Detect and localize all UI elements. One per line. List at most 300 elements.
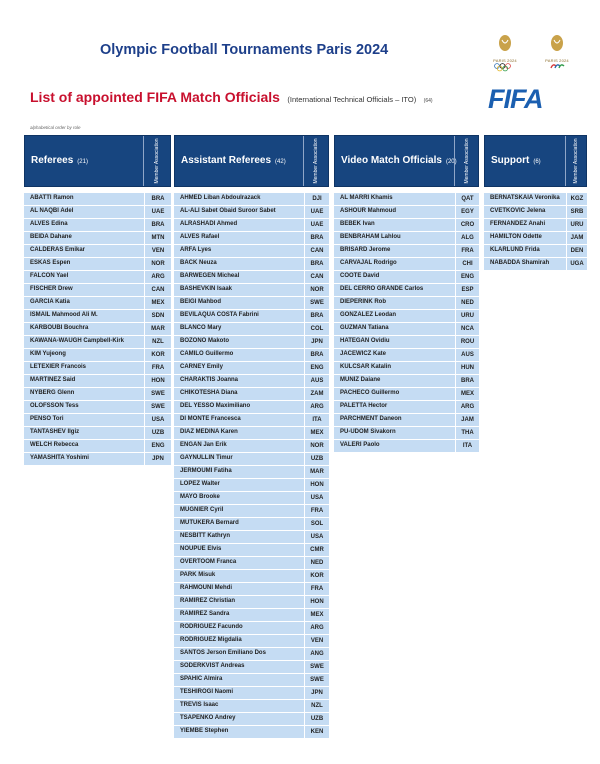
member-association-code: EGY bbox=[455, 206, 479, 218]
member-association-code: ROU bbox=[455, 336, 479, 348]
official-row bbox=[24, 245, 171, 258]
official-row bbox=[174, 401, 329, 414]
member-association-code: BRA bbox=[144, 193, 171, 205]
official-row bbox=[24, 193, 171, 206]
column-video-match-officials bbox=[334, 135, 479, 453]
official-name: ESKAS Espen bbox=[30, 260, 71, 266]
official-row bbox=[24, 440, 171, 453]
rows-video-match-officials bbox=[334, 193, 479, 453]
official-name: LETEXIER Francois bbox=[30, 364, 87, 370]
column-title: Assistant Referees bbox=[181, 155, 272, 166]
official-row bbox=[24, 349, 171, 362]
official-row bbox=[174, 596, 329, 609]
column-header-support bbox=[484, 135, 587, 187]
official-row bbox=[174, 375, 329, 388]
assoc-header: Member Association bbox=[463, 138, 470, 184]
member-association-code: MEX bbox=[144, 297, 171, 309]
member-association-code: HON bbox=[304, 596, 329, 608]
official-row bbox=[174, 700, 329, 713]
official-row bbox=[174, 466, 329, 479]
member-association-code: UGA bbox=[566, 258, 587, 270]
member-association-code: NOR bbox=[304, 284, 329, 296]
order-note: alphabetical order by role bbox=[30, 125, 81, 130]
member-association-code: USA bbox=[304, 531, 329, 543]
official-name: PACHECO Guillermo bbox=[340, 390, 400, 396]
member-association-code: COL bbox=[304, 323, 329, 335]
member-association-code: CHI bbox=[455, 258, 479, 270]
member-association-code: JPN bbox=[304, 336, 329, 348]
member-association-code: CAN bbox=[304, 245, 329, 257]
official-name: AL-ALI Sabet Obaid Suroor Sabet bbox=[180, 208, 276, 214]
member-association-code: KGZ bbox=[566, 193, 587, 205]
official-name: KULCSAR Katalin bbox=[340, 364, 392, 370]
official-row bbox=[334, 271, 479, 284]
official-row bbox=[484, 219, 587, 232]
official-row bbox=[24, 375, 171, 388]
official-row bbox=[24, 232, 171, 245]
official-name: TANTASHEV Ilgiz bbox=[30, 429, 80, 435]
official-row bbox=[24, 323, 171, 336]
member-association-code: CAN bbox=[144, 284, 171, 296]
official-row bbox=[174, 648, 329, 661]
official-row bbox=[334, 375, 479, 388]
member-association-code: SRB bbox=[566, 206, 587, 218]
official-name: DI MONTE Francesca bbox=[180, 416, 241, 422]
member-association-code: SWE bbox=[304, 297, 329, 309]
member-association-code: NZL bbox=[304, 700, 329, 712]
official-name: AHMED Liban Abdoulrazack bbox=[180, 195, 261, 201]
official-row bbox=[174, 245, 329, 258]
official-name: ARFA Lyes bbox=[180, 247, 212, 253]
official-name: YIEMBE Stephen bbox=[180, 728, 229, 734]
member-association-code: JAM bbox=[566, 232, 587, 244]
official-name: BASHEVKIN Isaak bbox=[180, 286, 233, 292]
member-association-code: ENG bbox=[144, 440, 171, 452]
official-name: TSAPENKO Andrey bbox=[180, 715, 236, 721]
rows-support bbox=[484, 193, 587, 271]
member-association-code: BRA bbox=[304, 232, 329, 244]
official-row bbox=[174, 726, 329, 739]
official-name: CHIKOTESHA Diana bbox=[180, 390, 238, 396]
member-association-code: MAR bbox=[304, 466, 329, 478]
official-name: TESHIROGI Naomi bbox=[180, 689, 234, 695]
official-name: RAHMOUNI Mehdi bbox=[180, 585, 232, 591]
official-row bbox=[174, 635, 329, 648]
official-row bbox=[174, 271, 329, 284]
official-row bbox=[174, 362, 329, 375]
member-association-code: UZB bbox=[304, 713, 329, 725]
member-association-code: USA bbox=[304, 492, 329, 504]
member-association-code: NOR bbox=[144, 258, 171, 270]
official-name: FALCON Yael bbox=[30, 273, 69, 279]
official-row bbox=[334, 232, 479, 245]
member-association-code: BRA bbox=[304, 349, 329, 361]
member-association-code: ENG bbox=[455, 271, 479, 283]
official-row bbox=[174, 297, 329, 310]
official-row bbox=[24, 401, 171, 414]
official-row bbox=[174, 193, 329, 206]
member-association-code: ARG bbox=[304, 622, 329, 634]
official-row bbox=[174, 661, 329, 674]
member-association-code: BRA bbox=[144, 219, 171, 231]
official-row bbox=[174, 219, 329, 232]
official-name: GAYNULLIN Timur bbox=[180, 455, 233, 461]
member-association-code: UAE bbox=[304, 206, 329, 218]
official-name: MUTUKERA Bernard bbox=[180, 520, 239, 526]
member-association-code: SWE bbox=[144, 401, 171, 413]
column-count: (6) bbox=[533, 159, 541, 165]
official-name: GUZMAN Tatiana bbox=[340, 325, 389, 331]
official-name: SODERKVIST Andreas bbox=[180, 663, 245, 669]
subtitle-main: List of appointed FIFA Match Officials bbox=[30, 89, 280, 105]
paralympic-logo-text: PARIS 2024 bbox=[545, 58, 569, 63]
member-association-code: ESP bbox=[455, 284, 479, 296]
member-association-code: SWE bbox=[144, 388, 171, 400]
member-association-code: CAN bbox=[304, 271, 329, 283]
official-row bbox=[174, 674, 329, 687]
official-name: NYBERG Glenn bbox=[30, 390, 75, 396]
member-association-code: KOR bbox=[144, 349, 171, 361]
official-name: BENBRAHAM Lahlou bbox=[340, 234, 401, 240]
official-name: DEL CERRO GRANDE Carlos bbox=[340, 286, 424, 292]
member-association-code: JAM bbox=[455, 414, 479, 426]
official-name: HATEGAN Ovidiu bbox=[340, 338, 390, 344]
member-association-code: ENG bbox=[304, 362, 329, 374]
member-association-code: ALG bbox=[455, 232, 479, 244]
column-title: Video Match Officials bbox=[341, 155, 442, 166]
official-name: AL NAQBI Adel bbox=[30, 208, 74, 214]
official-row bbox=[174, 440, 329, 453]
official-row bbox=[174, 622, 329, 635]
official-row bbox=[174, 414, 329, 427]
member-association-code: SOL bbox=[304, 518, 329, 530]
official-name: CVETKOVIC Jelena bbox=[490, 208, 546, 214]
member-association-code: SWE bbox=[304, 661, 329, 673]
official-name: ABATTI Ramon bbox=[30, 195, 74, 201]
official-row bbox=[334, 336, 479, 349]
official-row bbox=[174, 310, 329, 323]
official-name: TREVIS Isaac bbox=[180, 702, 219, 708]
member-association-code: URU bbox=[566, 219, 587, 231]
official-row bbox=[174, 284, 329, 297]
member-association-code: UAE bbox=[144, 206, 171, 218]
member-association-code: USA bbox=[144, 414, 171, 426]
official-row bbox=[24, 258, 171, 271]
official-name: NESBITT Kathryn bbox=[180, 533, 231, 539]
official-name: VALERI Paolo bbox=[340, 442, 380, 448]
olympic-logo-text: PARIS 2024 bbox=[493, 58, 517, 63]
official-row bbox=[334, 323, 479, 336]
member-association-code: MEX bbox=[455, 388, 479, 400]
official-name: MARTINEZ Said bbox=[30, 377, 76, 383]
column-header-assistant-referees bbox=[174, 135, 329, 187]
official-row bbox=[334, 414, 479, 427]
member-association-code: KEN bbox=[304, 726, 329, 738]
member-association-code: CMR bbox=[304, 544, 329, 556]
official-row bbox=[174, 427, 329, 440]
member-association-code: NZL bbox=[144, 336, 171, 348]
official-name: KLARLUND Frida bbox=[490, 247, 540, 253]
column-title: Support bbox=[491, 155, 530, 166]
official-name: ALVES Edina bbox=[30, 221, 68, 227]
official-name: YAMASHITA Yoshimi bbox=[30, 455, 89, 461]
member-association-code: ARG bbox=[144, 271, 171, 283]
official-name: PU-UDOM Sivakorn bbox=[340, 429, 396, 435]
official-row bbox=[174, 687, 329, 700]
official-name: RODRIGUEZ Facundo bbox=[180, 624, 243, 630]
official-name: GONZALEZ Leodan bbox=[340, 312, 396, 318]
official-row bbox=[484, 206, 587, 219]
official-name: KARBOUBI Bouchra bbox=[30, 325, 89, 331]
member-association-code: DEN bbox=[566, 245, 587, 257]
official-name: ISMAIL Mahmood Ali M. bbox=[30, 312, 98, 318]
official-name: BARWEGEN Micheal bbox=[180, 273, 240, 279]
official-row bbox=[334, 401, 479, 414]
member-association-code: UZB bbox=[304, 453, 329, 465]
member-association-code: SWE bbox=[304, 674, 329, 686]
official-row bbox=[484, 232, 587, 245]
official-name: GARCIA Katia bbox=[30, 299, 70, 305]
official-name: PALETTA Hector bbox=[340, 403, 388, 409]
official-row bbox=[484, 193, 587, 206]
member-association-code: THA bbox=[455, 427, 479, 439]
official-name: FISCHER Drew bbox=[30, 286, 73, 292]
official-name: BEVILAQUA COSTA Fabrini bbox=[180, 312, 259, 318]
official-row bbox=[334, 388, 479, 401]
official-row bbox=[334, 219, 479, 232]
member-association-code: ANG bbox=[304, 648, 329, 660]
assoc-header: Member Association bbox=[154, 138, 160, 184]
official-name: FERNANDEZ Anahi bbox=[490, 221, 546, 227]
official-name: JERMOUMI Fatiha bbox=[180, 468, 232, 474]
official-name: MAYO Brooke bbox=[180, 494, 220, 500]
official-name: NABADDA Shamirah bbox=[490, 260, 550, 266]
official-name: OLOFSSON Tess bbox=[30, 403, 79, 409]
official-row bbox=[174, 713, 329, 726]
official-row bbox=[24, 271, 171, 284]
official-name: DEL YESSO Maximiliano bbox=[180, 403, 251, 409]
official-row bbox=[334, 362, 479, 375]
official-name: PARK Misuk bbox=[180, 572, 216, 578]
member-association-code: AUS bbox=[304, 375, 329, 387]
official-name: CARNEY Emily bbox=[180, 364, 223, 370]
official-name: RAMIREZ Sandra bbox=[180, 611, 230, 617]
member-association-code: ZAM bbox=[304, 388, 329, 400]
official-name: PENSO Tori bbox=[30, 416, 64, 422]
official-row bbox=[24, 388, 171, 401]
column-header-video-match-officials bbox=[334, 135, 479, 187]
official-name: PARCHMENT Daneon bbox=[340, 416, 402, 422]
member-association-code: VEN bbox=[144, 245, 171, 257]
assoc-header: Member Association bbox=[573, 138, 579, 184]
official-row bbox=[334, 258, 479, 271]
official-name: COOTE David bbox=[340, 273, 380, 279]
member-association-code: FRA bbox=[304, 583, 329, 595]
official-name: RODRIGUEZ Migdalia bbox=[180, 637, 242, 643]
olympic-logo bbox=[486, 32, 524, 72]
official-name: LOPEZ Walter bbox=[180, 481, 220, 487]
official-row bbox=[24, 427, 171, 440]
document-title: Olympic Football Tournaments Paris 2024 bbox=[100, 42, 389, 58]
official-row bbox=[174, 583, 329, 596]
official-row bbox=[24, 219, 171, 232]
assoc-header: Member Association bbox=[313, 138, 319, 184]
column-header-referees bbox=[24, 135, 171, 187]
official-name: RAMIREZ Christian bbox=[180, 598, 236, 604]
member-association-code: HON bbox=[304, 479, 329, 491]
column-referees bbox=[24, 135, 171, 466]
paralympic-logo bbox=[538, 32, 576, 72]
official-name: WELCH Rebecca bbox=[30, 442, 79, 448]
official-name: OVERTOOM Franca bbox=[180, 559, 237, 565]
member-association-code: NED bbox=[304, 557, 329, 569]
official-name: HAMILTON Odette bbox=[490, 234, 542, 240]
official-name: CARVAJAL Rodrigo bbox=[340, 260, 397, 266]
official-row bbox=[24, 297, 171, 310]
official-row bbox=[174, 349, 329, 362]
official-row bbox=[24, 284, 171, 297]
column-title: Referees bbox=[31, 155, 74, 166]
official-row bbox=[334, 427, 479, 440]
column-count: (20) bbox=[445, 159, 457, 165]
official-name: CAMILO Guillermo bbox=[180, 351, 234, 357]
official-row bbox=[174, 492, 329, 505]
official-row bbox=[174, 323, 329, 336]
official-row bbox=[174, 453, 329, 466]
official-row bbox=[174, 232, 329, 245]
member-association-code: MAR bbox=[144, 323, 171, 335]
official-name: BOZONO Makoto bbox=[180, 338, 229, 344]
official-row bbox=[334, 284, 479, 297]
official-row bbox=[174, 505, 329, 518]
official-name: KAWANA-WAUGH Campbell-Kirk bbox=[30, 338, 125, 344]
official-row bbox=[24, 414, 171, 427]
official-name: BERNATSKAIA Veronika bbox=[490, 195, 560, 201]
subtitle-count: (64) bbox=[423, 98, 433, 104]
member-association-code: FRA bbox=[304, 505, 329, 517]
official-name: ALRASHADI Ahmed bbox=[180, 221, 238, 227]
subtitle-ito: (International Technical Officials – ITO) bbox=[287, 95, 417, 104]
member-association-code: NOR bbox=[304, 440, 329, 452]
official-row bbox=[174, 531, 329, 544]
member-association-code: UAE bbox=[304, 219, 329, 231]
official-row bbox=[174, 518, 329, 531]
member-association-code: AUS bbox=[455, 349, 479, 361]
member-association-code: BRA bbox=[455, 375, 479, 387]
official-name: BRISARD Jerome bbox=[340, 247, 391, 253]
member-association-code: FRA bbox=[455, 245, 479, 257]
official-name: BACK Neuza bbox=[180, 260, 217, 266]
official-row bbox=[174, 258, 329, 271]
member-association-code: HUN bbox=[455, 362, 479, 374]
official-name: ALVES Rafael bbox=[180, 234, 220, 240]
official-name: NOUPUE Elvis bbox=[180, 546, 222, 552]
official-row bbox=[334, 245, 479, 258]
official-name: SANTOS Jerson Emiliano Dos bbox=[180, 650, 266, 656]
rows-referees bbox=[24, 193, 171, 466]
member-association-code: DJI bbox=[304, 193, 329, 205]
subtitle bbox=[30, 89, 433, 107]
official-row bbox=[24, 453, 171, 466]
member-association-code: VEN bbox=[304, 635, 329, 647]
member-association-code: NED bbox=[455, 297, 479, 309]
member-association-code: MEX bbox=[304, 609, 329, 621]
official-row bbox=[174, 544, 329, 557]
member-association-code: ARG bbox=[304, 401, 329, 413]
rows-assistant-referees bbox=[174, 193, 329, 739]
member-association-code: SDN bbox=[144, 310, 171, 322]
official-row bbox=[24, 310, 171, 323]
official-name: KIM Yujeong bbox=[30, 351, 66, 357]
official-row bbox=[24, 362, 171, 375]
column-assistant-referees bbox=[174, 135, 329, 739]
official-row bbox=[174, 388, 329, 401]
column-count: (21) bbox=[77, 159, 88, 165]
official-row bbox=[24, 206, 171, 219]
official-row bbox=[334, 440, 479, 453]
official-name: SPAHIC Almira bbox=[180, 676, 223, 682]
official-name: BEBEK Ivan bbox=[340, 221, 375, 227]
official-row bbox=[334, 310, 479, 323]
official-row bbox=[484, 258, 587, 271]
official-row bbox=[484, 245, 587, 258]
member-association-code: ITA bbox=[455, 440, 479, 452]
column-count: (42) bbox=[275, 159, 286, 165]
member-association-code: BRA bbox=[304, 258, 329, 270]
member-association-code: FRA bbox=[144, 362, 171, 374]
official-row bbox=[174, 570, 329, 583]
member-association-code: ARG bbox=[455, 401, 479, 413]
member-association-code: MTN bbox=[144, 232, 171, 244]
column-support bbox=[484, 135, 587, 271]
official-name: BEIGI Mahbod bbox=[180, 299, 221, 305]
official-row bbox=[174, 479, 329, 492]
member-association-code: JPN bbox=[144, 453, 171, 465]
member-association-code: ITA bbox=[304, 414, 329, 426]
member-association-code: NCA bbox=[455, 323, 479, 335]
official-name: ENGAN Jan Erik bbox=[180, 442, 227, 448]
official-row bbox=[174, 609, 329, 622]
official-name: DIAZ MEDINA Karen bbox=[180, 429, 238, 435]
official-name: CALDERAS Emikar bbox=[30, 247, 86, 253]
member-association-code: HON bbox=[144, 375, 171, 387]
official-row bbox=[334, 297, 479, 310]
member-association-code: BRA bbox=[304, 310, 329, 322]
member-association-code: JPN bbox=[304, 687, 329, 699]
member-association-code: QAT bbox=[455, 193, 479, 205]
member-association-code: KOR bbox=[304, 570, 329, 582]
official-name: MUNIZ Daiane bbox=[340, 377, 381, 383]
official-name: BLANCO Mary bbox=[180, 325, 222, 331]
official-name: MUGNIER Cyril bbox=[180, 507, 224, 513]
official-row bbox=[174, 557, 329, 570]
official-name: JACEWICZ Kate bbox=[340, 351, 387, 357]
official-name: ASHOUR Mahmoud bbox=[340, 208, 396, 214]
official-name: DIEPERINK Rob bbox=[340, 299, 387, 305]
member-association-code: MEX bbox=[304, 427, 329, 439]
official-row bbox=[334, 349, 479, 362]
fifa-logo: FIFA bbox=[488, 84, 543, 114]
official-row bbox=[334, 206, 479, 219]
member-association-code: UZB bbox=[144, 427, 171, 439]
official-name: BEIDA Dahane bbox=[30, 234, 72, 240]
official-name: CHARAKTIS Joanna bbox=[180, 377, 239, 383]
official-name: AL MARRI Khamis bbox=[340, 195, 393, 201]
member-association-code: URU bbox=[455, 310, 479, 322]
official-row bbox=[24, 336, 171, 349]
official-row bbox=[174, 336, 329, 349]
official-row bbox=[174, 206, 329, 219]
